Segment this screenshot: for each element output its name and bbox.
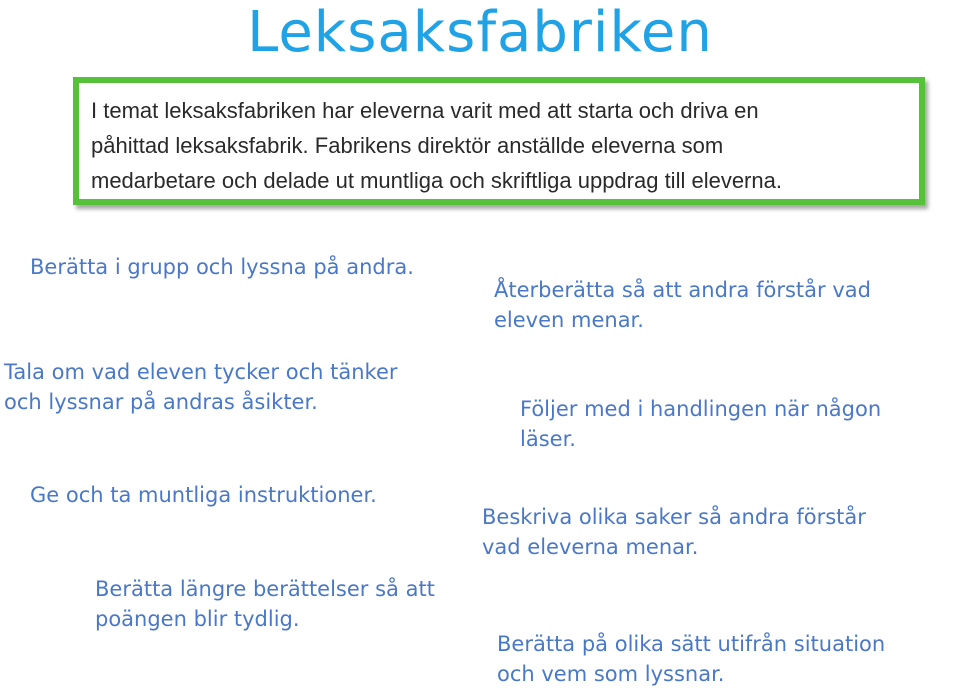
- intro-line: I temat leksaksfabriken har eleverna varit med att starta och driva en: [91, 98, 759, 123]
- goal-line: eleven menar.: [494, 308, 644, 332]
- goal-line: läser.: [520, 427, 576, 451]
- goal-tala-om: [4, 357, 398, 417]
- goal-instruktioner: [30, 480, 377, 510]
- goal-line: poängen blir tydlig.: [95, 607, 300, 631]
- goal-line: Tala om vad eleven tycker och tänker: [4, 360, 398, 384]
- goal-line: och lyssnar på andras åsikter.: [4, 390, 318, 414]
- page-title: Leksaksfabriken: [247, 0, 713, 65]
- goal-line: Berätta i grupp och lyssna på andra.: [30, 255, 414, 279]
- intro-box: [73, 77, 925, 205]
- goal-line: Berätta på olika sätt utifrån situation: [497, 632, 886, 656]
- goal-line: Ge och ta muntliga instruktioner.: [30, 483, 377, 507]
- goal-line: och vem som lyssnar.: [497, 662, 725, 686]
- goal-line: Följer med i handlingen när någon: [520, 397, 882, 421]
- goal-olika-satt: [497, 629, 885, 689]
- goal-beskriva: [482, 502, 866, 562]
- goal-langre: [95, 574, 435, 634]
- goal-foljer-med: [520, 394, 881, 454]
- intro-line: medarbetare och delade ut muntliga och skriftliga uppdrag till eleverna.: [91, 168, 782, 193]
- intro-line: påhittad leksaksfabrik. Fabrikens direktör anställde eleverna som: [91, 133, 724, 158]
- goal-berätta-grupp: [30, 252, 414, 282]
- goal-aterberatta: [494, 275, 871, 335]
- goal-line: Återberätta så att andra förstår vad: [494, 278, 871, 302]
- goal-line: Berätta längre berättelser så att: [95, 577, 435, 601]
- goal-line: vad eleverna menar.: [482, 535, 699, 559]
- goal-line: Beskriva olika saker så andra förstår: [482, 505, 866, 529]
